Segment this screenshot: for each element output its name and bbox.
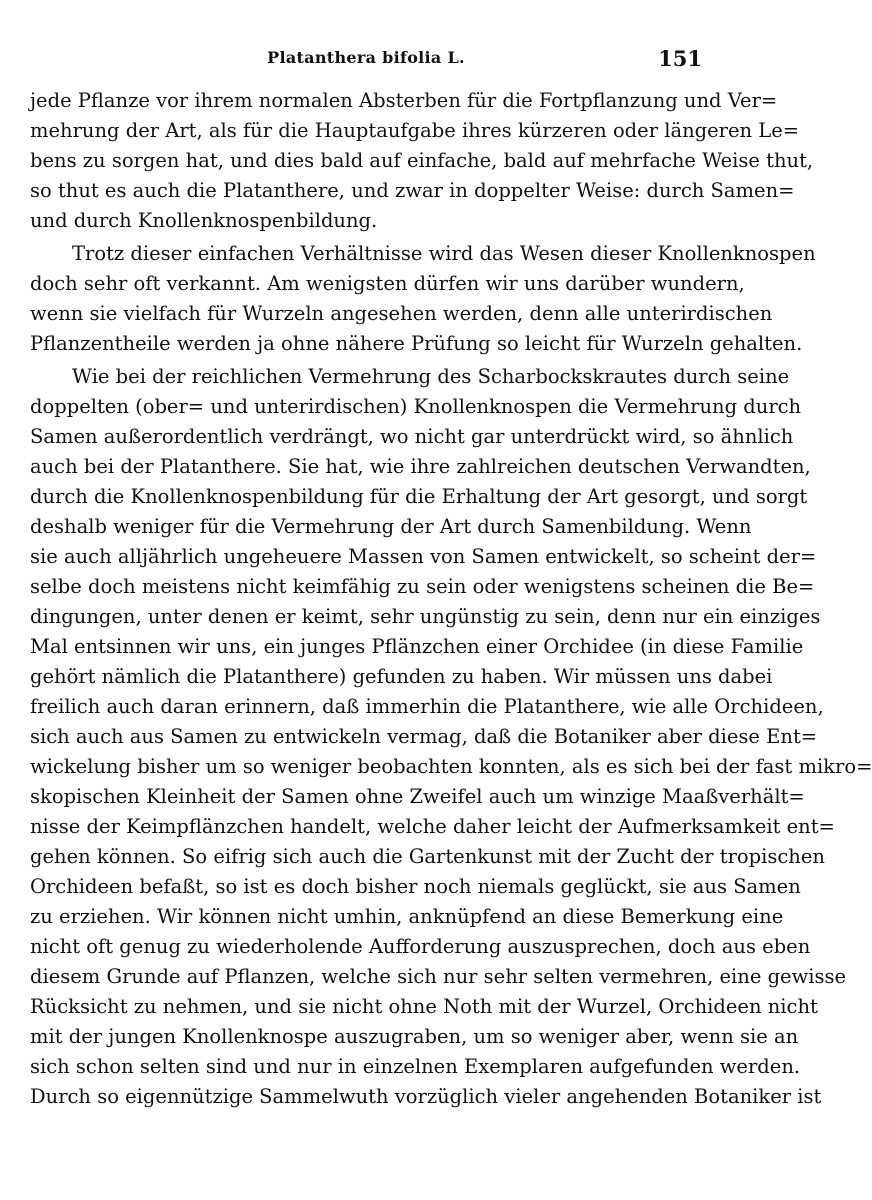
text-line: skopischen Kleinheit der Samen ohne Zweifel auch um winzige Maaßverhält= (30, 785, 805, 808)
running-title: Platanthera bifolia L. (267, 48, 465, 67)
text-line: sie auch alljährlich ungeheuere Massen von Samen entwickelt, so scheint der= (30, 545, 817, 568)
paragraph (30, 86, 814, 236)
text-line: Durch so eigennützige Sammelwuth vorzüglich vieler angehenden Botaniker ist (30, 1085, 822, 1108)
text-line: jede Pflanze vor ihrem normalen Absterben für die Fortpflanzung und Ver= (30, 89, 778, 112)
text-line: mehrung der Art, als für die Hauptaufgabe ihres kürzeren oder längeren Le= (30, 119, 800, 142)
paragraph (30, 362, 872, 1112)
text-line: zu erziehen. Wir können nicht umhin, anknüpfend an diese Bemerkung eine (30, 905, 784, 928)
text-line: Orchideen befaßt, so ist es doch bisher noch niemals geglückt, sie aus Samen (30, 875, 801, 898)
body-text (30, 86, 872, 1112)
text-line: nicht oft genug zu wiederholende Aufforderung auszusprechen, doch aus eben (30, 935, 811, 958)
text-line: Wie bei der reichlichen Vermehrung des Scharbockskrautes durch seine (72, 365, 790, 388)
text-line: doppelten (ober= und unterirdischen) Knollenknospen die Vermehrung durch (30, 395, 802, 418)
page-header (30, 48, 702, 78)
text-line: mit der jungen Knollenknospe auszugraben, um so weniger aber, wenn sie an (30, 1025, 799, 1048)
text-line: wickelung bisher um so weniger beobachten konnten, als es sich bei der fast mikro= (30, 755, 872, 778)
text-line: freilich auch daran erinnern, daß immerhin die Platanthere, wie alle Orchideen, (30, 695, 824, 718)
text-line: diesem Grunde auf Pflanzen, welche sich nur sehr selten vermehren, eine gewisse (30, 965, 847, 988)
text-line: gehört nämlich die Platanthere) gefunden zu haben. Wir müssen uns dabei (30, 665, 773, 688)
text-line: doch sehr oft verkannt. Am wenigsten dürfen wir uns darüber wundern, (30, 272, 745, 295)
text-line: deshalb weniger für die Vermehrung der Art durch Samenbildung. Wenn (30, 515, 752, 538)
page-number: 151 (658, 46, 702, 71)
text-line: auch bei der Platanthere. Sie hat, wie ihre zahlreichen deutschen Verwandten, (30, 455, 811, 478)
text-line: selbe doch meistens nicht keimfähig zu sein oder wenigstens scheinen die Be= (30, 575, 815, 598)
text-line: so thut es auch die Platanthere, und zwar in doppelter Weise: durch Samen= (30, 179, 795, 202)
text-line: sich schon selten sind und nur in einzelnen Exemplaren aufgefunden werden. (30, 1055, 801, 1078)
text-line: Mal entsinnen wir uns, ein junges Pflänzchen einer Orchidee (in diese Familie (30, 635, 804, 658)
text-line: bens zu sorgen hat, und dies bald auf einfache, bald auf mehrfache Weise thut, (30, 149, 814, 172)
text-line: Pflanzentheile werden ja ohne nähere Prüfung so leicht für Wurzeln gehalten. (30, 332, 803, 355)
text-line: Rücksicht zu nehmen, und sie nicht ohne Noth mit der Wurzel, Orchideen nicht (30, 995, 818, 1018)
text-line: Trotz dieser einfachen Verhältnisse wird das Wesen dieser Knollenknospen (72, 242, 816, 265)
paragraph (30, 239, 816, 359)
text-line: Samen außerordentlich verdrängt, wo nicht gar unterdrückt wird, so ähnlich (30, 425, 794, 448)
text-line: nisse der Keimpflänzchen handelt, welche daher leicht der Aufmerksamkeit ent= (30, 815, 835, 838)
text-line: gehen können. So eifrig sich auch die Gartenkunst mit der Zucht der tropischen (30, 845, 825, 868)
text-line: dingungen, unter denen er keimt, sehr ungünstig zu sein, denn nur ein einziges (30, 605, 821, 628)
text-line: sich auch aus Samen zu entwickeln vermag, daß die Botaniker aber diese Ent= (30, 725, 818, 748)
text-line: wenn sie vielfach für Wurzeln angesehen werden, denn alle unterirdischen (30, 302, 773, 325)
text-line: und durch Knollenknospenbildung. (30, 209, 378, 232)
text-line: durch die Knollenknospenbildung für die Erhaltung der Art gesorgt, und sorgt (30, 485, 808, 508)
